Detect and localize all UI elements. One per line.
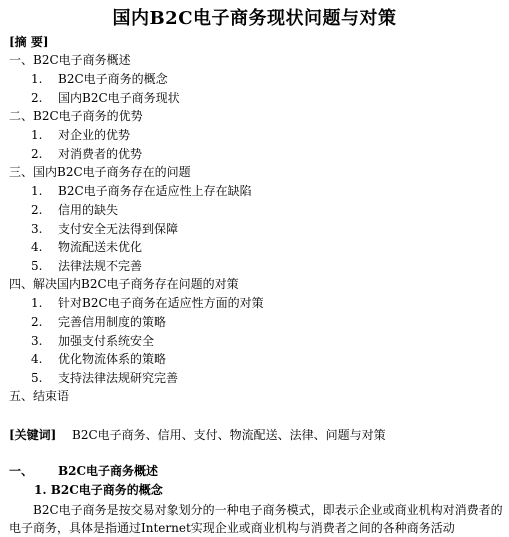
outline-item-number: 1.	[31, 184, 43, 198]
outline-item: 针对B2C电子商务在适应性方面的对策	[58, 296, 264, 310]
document-title: 国内B2C电子商务现状问题与对策	[112, 8, 397, 29]
outline-item-number: 3.	[31, 222, 43, 236]
outline-section-1	[9, 53, 131, 67]
section-number: 二、	[9, 109, 34, 123]
keywords-text: B2C电子商务、信用、支付、物流配送、法律、问题与对策	[72, 428, 386, 442]
section-label: 解决国内B2C电子商务存在问题的对策	[33, 277, 239, 291]
outline-item: 信用的缺失	[58, 203, 119, 217]
outline-item: B2C电子商务的概念	[58, 72, 168, 86]
section-label: B2C电子商务概述	[33, 53, 131, 67]
outline-item-number: 3.	[31, 334, 43, 348]
section-number: 四、	[9, 277, 34, 291]
outline-item: 支付安全无法得到保障	[58, 222, 179, 236]
section-number: 一、	[9, 53, 34, 67]
body-section-title: B2C电子商务概述	[58, 464, 159, 478]
outline-item-number: 2.	[31, 91, 43, 105]
outline-item: 对消费者的优势	[58, 147, 143, 161]
outline-item-number: 5.	[31, 371, 43, 385]
body-section-number: 一、	[9, 464, 34, 478]
outline-section-4	[9, 277, 239, 291]
outline-item-number: 2.	[31, 147, 43, 161]
outline-item-number: 1.	[31, 72, 43, 86]
section-label: B2C电子商务的优势	[33, 109, 143, 123]
outline-section-5	[9, 389, 69, 403]
section-number: 五、	[9, 389, 34, 403]
outline-item: 法律法规不完善	[58, 259, 143, 273]
outline-item-number: 4.	[31, 352, 43, 366]
outline-item: 优化物流体系的策略	[58, 352, 167, 366]
outline-item: 物流配送未优化	[58, 240, 143, 254]
section-number: 三、	[9, 165, 34, 179]
outline-section-3	[9, 165, 191, 179]
outline-item-number: 1.	[31, 296, 43, 310]
outline-item-number: 4.	[31, 240, 43, 254]
outline-item: 完善信用制度的策略	[58, 315, 167, 329]
keywords-label: [关键词]	[9, 428, 57, 442]
body-subsection-title: 1. B2C电子商务的概念	[34, 483, 163, 497]
outline-item: 支持法律法规研究完善	[58, 371, 179, 385]
outline-item-number: 5.	[31, 259, 43, 273]
section-label: 国内B2C电子商务存在的问题	[33, 165, 191, 179]
outline-section-2	[9, 109, 143, 123]
outline-item: B2C电子商务存在适应性上存在缺陷	[58, 184, 252, 198]
body-paragraph: B2C电子商务是按交易对象划分的一种电子商务模式，即表示企业或商业机构对消费者的电子商务，具体是指通过Internet实现企业或商业机构与消费者之间的各种商务活动	[9, 503, 503, 535]
outline-item-number: 2.	[31, 315, 43, 329]
section-label: 结束语	[33, 389, 70, 403]
outline-item: 加强支付系统安全	[58, 334, 155, 348]
abstract-label: [摘 要]	[9, 35, 49, 49]
outline-item-number: 1.	[31, 128, 43, 142]
outline-item-number: 2.	[31, 203, 43, 217]
outline-item: 对企业的优势	[58, 128, 131, 142]
outline-item: 国内B2C电子商务现状	[58, 91, 180, 105]
